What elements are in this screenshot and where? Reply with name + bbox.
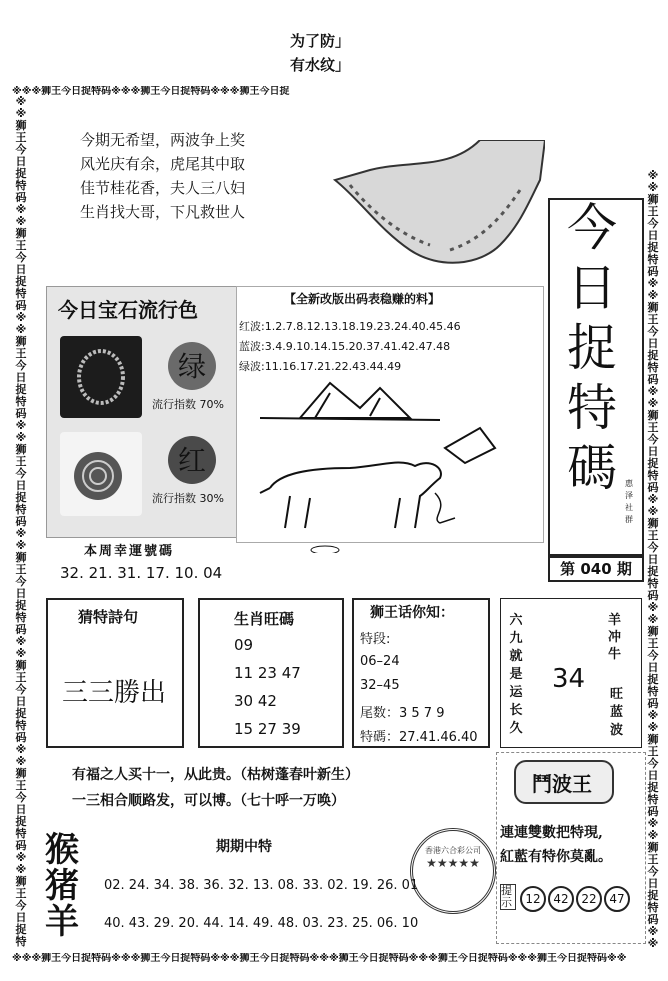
title-vertical [560,198,624,498]
gem-image-1 [60,336,142,418]
rock-illustration [330,140,545,280]
wave-red: 红波:1.2.7.8.12.13.18.19.23.24.40.45.46 [239,320,461,333]
bottom-border-strip: ※※※狮王今日捉特码※※※狮王今日捉特码※※※狮王今日捉特码※※※狮王今日捉特码※※※狮王今日捉特码※※※狮王今日捉特码※※ [12,953,627,964]
gem-image-2 [60,432,142,516]
vertical-char: 是 [509,667,523,682]
necklace-icon [60,336,142,418]
header-line-1: 为了防」 [290,32,351,50]
wave-king-title: 鬥波王 [532,772,592,796]
title-char: 特 [567,379,617,437]
animal-char: 猴 [45,830,79,870]
title-char: 捉 [567,319,617,377]
vertical-char: 波 [610,723,624,738]
guess-poem-answer: 三三勝出 [62,678,167,708]
ball: 22 [576,886,602,912]
vertical-char: 就 [509,649,523,664]
title-char: 碼 [567,439,617,497]
star-icon: ★★★★★ [426,856,480,870]
publisher-char: 社 [625,503,633,512]
publisher-vertical [622,478,636,526]
hint-label: 提示 [500,884,516,910]
vertical-char: 九 [509,631,523,646]
guess-poem-title: 猜特詩句 [78,608,139,626]
lion-says-line: 32–45 [360,678,400,693]
gem-color-red: 红 [177,444,206,477]
blessing-line-1: 有福之人买十一，从此贵。（枯树蓬春叶新生） [72,767,359,783]
vertical-char: 六 [509,613,523,628]
blessing-line-2: 一三相合顺路发，可以博。（七十呼一万唤） [72,793,345,809]
right-number: 34 [552,664,586,694]
right-top-label: 羊冲牛 [608,613,622,662]
lucky-title: 本周幸運號碼 [84,544,175,559]
periodic-row-1: 02. 24. 34. 38. 36. 32. 13. 08. 33. 02. 19. 26. 01 [104,878,419,893]
lucky-numbers: 32. 21. 31. 17. 10. 04 [60,564,223,582]
gem-title: 今日宝石流行色 [58,298,198,322]
right-vertical-text [508,612,524,738]
publisher-char: 惠 [625,479,633,488]
animal-char: 猪 [45,866,79,906]
zodiac-row: 30 42 [234,692,277,710]
vertical-char: 旺 [610,687,624,702]
stamp-text: 香港六合彩公司 [425,846,481,855]
lion-says-line: 特段: [360,632,391,647]
ball: 42 [548,886,574,912]
poem-line: 今期无希望，两波争上奖 [80,131,246,149]
poem-block [80,128,245,224]
gem-color-green: 绿 [177,350,206,383]
ball: 47 [604,886,630,912]
ox-landscape-illustration [250,378,540,553]
periodic-title: 期期中特 [216,839,272,855]
vertical-char: 久 [509,721,523,736]
poem-line: 风光庆有余，虎尾其中取 [80,155,246,173]
zodiac-row: 15 27 39 [234,720,301,738]
top-border-strip: ※※※狮王今日捉特码※※※狮王今日捉特码※※※狮王今日捉 [12,86,290,97]
issue-number: 第 040 期 [548,556,644,582]
header-line-2: 有水纹」 [290,56,351,74]
poem-line: 生肖找大哥，下凡救世人 [80,203,246,221]
lion-says-line: 06–24 [360,654,400,669]
gem-index-red: 流行指数 30% [152,492,224,505]
vertical-char: 长 [509,703,523,718]
zodiac-title: 生肖旺碼 [234,610,295,628]
publisher-char: 泽 [625,491,633,500]
gem-index-green: 流行指数 70% [152,398,224,411]
vertical-char: 运 [509,685,523,700]
wave-king-line-1: 連連雙數把特現, [500,825,603,841]
wave-green: 绿波:11.16.17.21.22.43.44.49 [239,360,402,373]
title-char: 日 [567,259,617,317]
ring-icon [60,432,142,516]
animal-char: 羊 [45,902,79,942]
stamp-seal [410,828,496,914]
wave-blue: 蓝波:3.4.9.10.14.15.20.37.41.42.47.48 [239,340,451,353]
title-char: 今 [567,199,617,257]
right-border-strip: ※※狮王今日捉特码※※狮王今日捉特码※※狮王今日捉特码※※狮王今日捉特码※※狮王今日捉特码※※狮王今日捉特码※※狮王今日捉特码※※ [647,170,659,948]
periodic-row-2: 40. 43. 29. 20. 44. 14. 49. 48. 03. 23. 25. 06. 10 [104,916,419,931]
animals-vertical [42,832,82,940]
ball: 12 [520,886,546,912]
vertical-char: 蓝 [610,705,624,720]
left-border-strip: ※※狮王今日捉特码※※狮王今日捉特码※※狮王今日捉特码※※狮王今日捉特码※※狮王今日捉特码※※狮王今日捉特码※※狮王今日捉特码※※狮王今日捉特 [15,96,27,948]
poem-line: 佳节桂花香，夫人三八妇 [80,179,246,197]
zodiac-row: 11 23 47 [234,664,301,682]
lion-says-line: 特碼：27.41.46.40 [360,730,478,745]
wave-king-line-2: 紅藍有特你莫亂。 [500,849,612,865]
right-bottom-label [610,686,626,740]
lion-says-title: 狮王话你知： [370,605,454,621]
wave-title: 【全新改版出码表稳赚的料】 [284,292,441,306]
zodiac-row: 09 [234,636,254,654]
publisher-char: 群 [625,515,633,524]
lion-says-line: 尾数：3 5 7 9 [360,706,445,721]
